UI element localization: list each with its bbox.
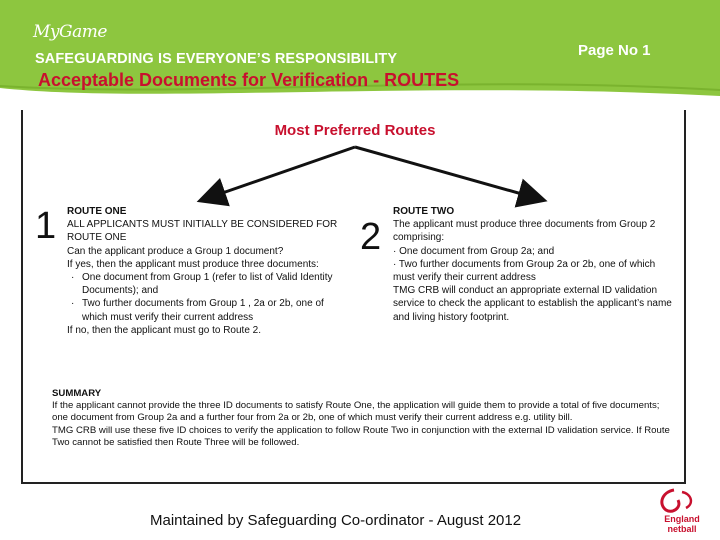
route-two-line: · One document from Group 2a; and bbox=[393, 245, 555, 257]
header-banner bbox=[0, 0, 720, 108]
route-one-heading: ROUTE ONE bbox=[67, 206, 127, 217]
route-two-heading: ROUTE TWO bbox=[393, 206, 455, 217]
route-two-number: 2 bbox=[360, 216, 382, 258]
arrow-to-route-two bbox=[355, 147, 536, 198]
route-two-block bbox=[393, 205, 673, 324]
logo-text-netball: netball bbox=[667, 524, 697, 534]
summary-block bbox=[52, 388, 674, 449]
route-two-line: TMG CRB will conduct an appropriate external ID validation service to check the applicant to establish the applicant’s name and living history footprint. bbox=[393, 285, 672, 323]
page-number: Page No 1 bbox=[578, 42, 651, 59]
route-two-line: · Two further documents from Group 2a or 2b, one of which must verify their current address bbox=[393, 258, 656, 284]
mygame-logo: MyGame bbox=[33, 22, 107, 42]
route-one-line: Can the applicant produce a Group 1 document? bbox=[67, 245, 284, 257]
route-one-bullet: · One document from Group 1 (refer to list of Valid Identity Documents); and bbox=[67, 271, 352, 297]
footer-text: Maintained by Safeguarding Co-ordinator - August 2012 bbox=[150, 512, 522, 529]
summary-heading: SUMMARY bbox=[52, 388, 102, 399]
routes-arrows-diagram bbox=[190, 140, 550, 210]
route-one-bullet: · Two further documents from Group 1 , 2a or 2b, one of which must verify their current address bbox=[67, 297, 352, 323]
summary-paragraph: TMG CRB will use these five ID choices to verify the application to follow Route Two in conjunction with the external ID validation service. If Route Two cannot be satisfied then Route Three will be followed. bbox=[52, 424, 670, 448]
route-one-bullets bbox=[67, 271, 352, 324]
section-title: Most Preferred Routes bbox=[274, 122, 436, 139]
route-one-number: 1 bbox=[35, 205, 57, 247]
route-one-block bbox=[67, 205, 352, 337]
logo-text-england: England bbox=[664, 514, 700, 524]
arrow-to-route-one bbox=[208, 147, 355, 198]
route-one-line: If yes, then the applicant must produce three documents: bbox=[67, 258, 319, 270]
route-one-line: ALL APPLICANTS MUST INITIALLY BE CONSIDERED FOR ROUTE ONE bbox=[67, 219, 338, 244]
route-two-line: The applicant must produce three documents from Group 2 comprising: bbox=[393, 219, 656, 244]
england-netball-logo bbox=[652, 486, 712, 536]
summary-paragraph: If the applicant cannot provide the three ID documents to satisfy Route One, the application will guide them to provide a total of five documents; one document from Group 2a and a further four from 2a or 2b, one of which must verify their current address e.g. utility bill. bbox=[52, 400, 660, 424]
header-kicker: SAFEGUARDING IS EVERYONE’S RESPONSIBILITY bbox=[35, 51, 398, 67]
route-one-closing: If no, then the applicant must go to Route 2. bbox=[67, 324, 262, 336]
document-title: Acceptable Documents for Verification - ROUTES bbox=[38, 70, 460, 90]
